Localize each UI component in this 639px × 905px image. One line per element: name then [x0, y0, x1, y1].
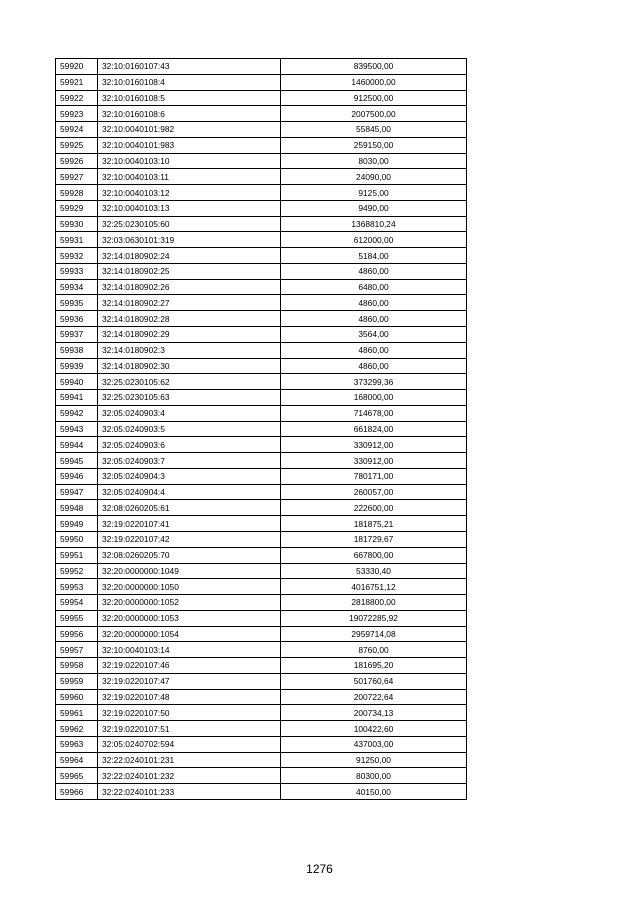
table-row [56, 122, 467, 138]
cadastral-number-cell: 32:25:0230105:60 [98, 216, 281, 232]
table-row [56, 705, 467, 721]
table-row [56, 721, 467, 737]
cadastral-value-cell: 8760,00 [281, 642, 467, 658]
table-body [56, 59, 467, 800]
row-number-cell: 59927 [56, 169, 98, 185]
cadastral-value-cell: 4860,00 [281, 311, 467, 327]
cadastral-number-cell: 32:19:0220107:48 [98, 689, 281, 705]
cadastral-number-cell: 32:10:0160107:43 [98, 59, 281, 75]
cadastral-number-cell: 32:05:0240903:6 [98, 437, 281, 453]
table-row [56, 610, 467, 626]
cadastral-value-cell: 5184,00 [281, 248, 467, 264]
row-number-cell: 59942 [56, 405, 98, 421]
table-row [56, 626, 467, 642]
cadastral-number-cell: 32:22:0240101:232 [98, 768, 281, 784]
cadastral-value-cell: 181695,20 [281, 658, 467, 674]
cadastral-value-cell: 19072285,92 [281, 610, 467, 626]
row-number-cell: 59965 [56, 768, 98, 784]
cadastral-number-cell: 32:05:0240903:7 [98, 453, 281, 469]
row-number-cell: 59949 [56, 516, 98, 532]
table-row [56, 169, 467, 185]
cadastral-number-cell: 32:14:0180902:27 [98, 295, 281, 311]
row-number-cell: 59937 [56, 327, 98, 343]
cadastral-value-cell: 1368810,24 [281, 216, 467, 232]
row-number-cell: 59950 [56, 531, 98, 547]
cadastral-value-cell: 4860,00 [281, 342, 467, 358]
row-number-cell: 59922 [56, 90, 98, 106]
row-number-cell: 59934 [56, 279, 98, 295]
row-number-cell: 59956 [56, 626, 98, 642]
table-row [56, 595, 467, 611]
row-number-cell: 59953 [56, 579, 98, 595]
table-row [56, 374, 467, 390]
row-number-cell: 59938 [56, 342, 98, 358]
cadastral-value-cell: 501760,64 [281, 673, 467, 689]
cadastral-value-cell: 260057,00 [281, 484, 467, 500]
table-row [56, 216, 467, 232]
row-number-cell: 59924 [56, 122, 98, 138]
cadastral-value-table [55, 58, 467, 800]
table-row [56, 579, 467, 595]
table-row [56, 421, 467, 437]
table-row [56, 453, 467, 469]
cadastral-value-cell: 2959714,08 [281, 626, 467, 642]
cadastral-number-cell: 32:10:0040101:982 [98, 122, 281, 138]
cadastral-value-cell: 780171,00 [281, 468, 467, 484]
row-number-cell: 59929 [56, 200, 98, 216]
cadastral-value-cell: 6480,00 [281, 279, 467, 295]
cadastral-number-cell: 32:05:0240904:4 [98, 484, 281, 500]
row-number-cell: 59946 [56, 468, 98, 484]
cadastral-number-cell: 32:14:0180902:29 [98, 327, 281, 343]
cadastral-value-cell: 9490,00 [281, 200, 467, 216]
cadastral-number-cell: 32:14:0180902:25 [98, 263, 281, 279]
table-row [56, 531, 467, 547]
table-row [56, 263, 467, 279]
table-row [56, 59, 467, 75]
cadastral-value-cell: 91250,00 [281, 752, 467, 768]
table-row [56, 642, 467, 658]
row-number-cell: 59928 [56, 185, 98, 201]
row-number-cell: 59941 [56, 390, 98, 406]
row-number-cell: 59923 [56, 106, 98, 122]
cadastral-number-cell: 32:19:0220107:47 [98, 673, 281, 689]
cadastral-number-cell: 32:10:0040103:13 [98, 200, 281, 216]
table-row [56, 390, 467, 406]
row-number-cell: 59931 [56, 232, 98, 248]
cadastral-number-cell: 32:05:0240904:3 [98, 468, 281, 484]
cadastral-value-cell: 55845,00 [281, 122, 467, 138]
cadastral-number-cell: 32:25:0230105:62 [98, 374, 281, 390]
cadastral-value-cell: 181875,21 [281, 516, 467, 532]
row-number-cell: 59930 [56, 216, 98, 232]
row-number-cell: 59926 [56, 153, 98, 169]
table-row [56, 248, 467, 264]
row-number-cell: 59935 [56, 295, 98, 311]
row-number-cell: 59921 [56, 74, 98, 90]
cadastral-value-cell: 330912,00 [281, 453, 467, 469]
cadastral-value-cell: 839500,00 [281, 59, 467, 75]
table-row [56, 784, 467, 800]
table-row [56, 74, 467, 90]
row-number-cell: 59954 [56, 595, 98, 611]
cadastral-value-cell: 2818800,00 [281, 595, 467, 611]
row-number-cell: 59957 [56, 642, 98, 658]
cadastral-number-cell: 32:05:0240702:594 [98, 736, 281, 752]
cadastral-number-cell: 32:10:0160108:6 [98, 106, 281, 122]
row-number-cell: 59925 [56, 137, 98, 153]
row-number-cell: 59966 [56, 784, 98, 800]
table-row [56, 500, 467, 516]
cadastral-value-cell: 661824,00 [281, 421, 467, 437]
cadastral-number-cell: 32:22:0240101:233 [98, 784, 281, 800]
cadastral-number-cell: 32:19:0220107:41 [98, 516, 281, 532]
row-number-cell: 59958 [56, 658, 98, 674]
cadastral-number-cell: 32:14:0180902:3 [98, 342, 281, 358]
cadastral-value-cell: 168000,00 [281, 390, 467, 406]
table-row [56, 673, 467, 689]
cadastral-number-cell: 32:20:0000000:1054 [98, 626, 281, 642]
row-number-cell: 59959 [56, 673, 98, 689]
cadastral-value-cell: 612000,00 [281, 232, 467, 248]
cadastral-value-cell: 80300,00 [281, 768, 467, 784]
table-row [56, 137, 467, 153]
table-row [56, 90, 467, 106]
table-row [56, 232, 467, 248]
cadastral-number-cell: 32:19:0220107:50 [98, 705, 281, 721]
row-number-cell: 59933 [56, 263, 98, 279]
cadastral-value-cell: 437003,00 [281, 736, 467, 752]
cadastral-value-cell: 222600,00 [281, 500, 467, 516]
cadastral-number-cell: 32:03:0630101:319 [98, 232, 281, 248]
table-row [56, 342, 467, 358]
cadastral-number-cell: 32:25:0230105:63 [98, 390, 281, 406]
row-number-cell: 59943 [56, 421, 98, 437]
row-number-cell: 59936 [56, 311, 98, 327]
cadastral-number-cell: 32:10:0040103:11 [98, 169, 281, 185]
table-row [56, 437, 467, 453]
row-number-cell: 59940 [56, 374, 98, 390]
data-table-container [55, 58, 467, 800]
cadastral-value-cell: 714678,00 [281, 405, 467, 421]
table-row [56, 358, 467, 374]
cadastral-number-cell: 32:20:0000000:1052 [98, 595, 281, 611]
row-number-cell: 59963 [56, 736, 98, 752]
cadastral-number-cell: 32:20:0000000:1049 [98, 563, 281, 579]
table-row [56, 736, 467, 752]
table-row [56, 768, 467, 784]
cadastral-value-cell: 200734,13 [281, 705, 467, 721]
row-number-cell: 59960 [56, 689, 98, 705]
table-row [56, 689, 467, 705]
row-number-cell: 59947 [56, 484, 98, 500]
cadastral-number-cell: 32:19:0220107:46 [98, 658, 281, 674]
cadastral-value-cell: 912500,00 [281, 90, 467, 106]
cadastral-number-cell: 32:10:0160108:5 [98, 90, 281, 106]
cadastral-number-cell: 32:10:0160108:4 [98, 74, 281, 90]
cadastral-number-cell: 32:14:0180902:26 [98, 279, 281, 295]
row-number-cell: 59948 [56, 500, 98, 516]
cadastral-value-cell: 259150,00 [281, 137, 467, 153]
cadastral-value-cell: 3564,00 [281, 327, 467, 343]
table-row [56, 752, 467, 768]
cadastral-number-cell: 32:10:0040103:14 [98, 642, 281, 658]
cadastral-value-cell: 373299,36 [281, 374, 467, 390]
table-row [56, 153, 467, 169]
cadastral-value-cell: 9125,00 [281, 185, 467, 201]
table-row [56, 658, 467, 674]
cadastral-number-cell: 32:14:0180902:24 [98, 248, 281, 264]
cadastral-number-cell: 32:19:0220107:42 [98, 531, 281, 547]
cadastral-number-cell: 32:14:0180902:30 [98, 358, 281, 374]
cadastral-value-cell: 53330,40 [281, 563, 467, 579]
table-row [56, 185, 467, 201]
cadastral-number-cell: 32:22:0240101:231 [98, 752, 281, 768]
row-number-cell: 59945 [56, 453, 98, 469]
table-row [56, 516, 467, 532]
cadastral-value-cell: 24090,00 [281, 169, 467, 185]
table-row [56, 327, 467, 343]
cadastral-value-cell: 40150,00 [281, 784, 467, 800]
row-number-cell: 59952 [56, 563, 98, 579]
table-row [56, 279, 467, 295]
table-row [56, 468, 467, 484]
row-number-cell: 59944 [56, 437, 98, 453]
row-number-cell: 59951 [56, 547, 98, 563]
row-number-cell: 59962 [56, 721, 98, 737]
cadastral-value-cell: 100422,60 [281, 721, 467, 737]
cadastral-value-cell: 4860,00 [281, 295, 467, 311]
cadastral-number-cell: 32:08:0260205:70 [98, 547, 281, 563]
page-number: 1276 [306, 862, 333, 876]
cadastral-value-cell: 4860,00 [281, 358, 467, 374]
table-row [56, 200, 467, 216]
table-row [56, 484, 467, 500]
cadastral-value-cell: 8030,00 [281, 153, 467, 169]
cadastral-value-cell: 2007500,00 [281, 106, 467, 122]
cadastral-value-cell: 330912,00 [281, 437, 467, 453]
cadastral-value-cell: 4016751,12 [281, 579, 467, 595]
cadastral-number-cell: 32:08:0260205:61 [98, 500, 281, 516]
cadastral-number-cell: 32:20:0000000:1050 [98, 579, 281, 595]
table-row [56, 563, 467, 579]
cadastral-value-cell: 200722,64 [281, 689, 467, 705]
cadastral-number-cell: 32:10:0040103:12 [98, 185, 281, 201]
cadastral-number-cell: 32:05:0240903:5 [98, 421, 281, 437]
row-number-cell: 59955 [56, 610, 98, 626]
row-number-cell: 59939 [56, 358, 98, 374]
cadastral-number-cell: 32:20:0000000:1053 [98, 610, 281, 626]
table-row [56, 106, 467, 122]
row-number-cell: 59961 [56, 705, 98, 721]
cadastral-number-cell: 32:10:0040101:983 [98, 137, 281, 153]
cadastral-value-cell: 1460000,00 [281, 74, 467, 90]
row-number-cell: 59920 [56, 59, 98, 75]
cadastral-value-cell: 4860,00 [281, 263, 467, 279]
cadastral-value-cell: 181729,67 [281, 531, 467, 547]
table-row [56, 295, 467, 311]
table-row [56, 547, 467, 563]
cadastral-number-cell: 32:19:0220107:51 [98, 721, 281, 737]
row-number-cell: 59932 [56, 248, 98, 264]
table-row [56, 311, 467, 327]
table-row [56, 405, 467, 421]
cadastral-number-cell: 32:14:0180902:28 [98, 311, 281, 327]
cadastral-number-cell: 32:05:0240903:4 [98, 405, 281, 421]
cadastral-number-cell: 32:10:0040103:10 [98, 153, 281, 169]
cadastral-value-cell: 667800,00 [281, 547, 467, 563]
row-number-cell: 59964 [56, 752, 98, 768]
